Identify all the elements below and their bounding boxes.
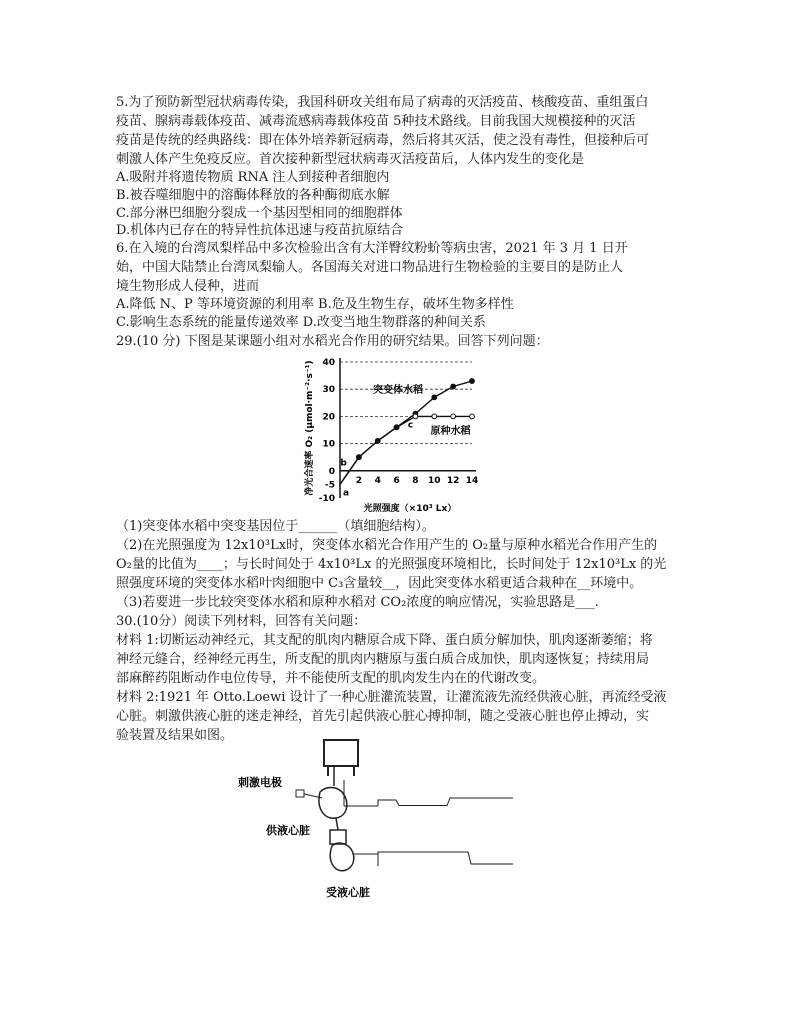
series-0-point-6 [432,395,437,400]
perfusion-reservoir [324,740,358,766]
q30-material-1-line-3: 部麻醉药阻断动作电位传导，并不能使所支配的肌肉发生内在的代谢改变。 [116,671,546,686]
donor-heart [319,788,347,819]
series-1-point-8 [470,414,475,419]
x-tick-label-6: 12 [446,475,460,486]
q30-header: 30.(10分）阅读下列材料，回答有关问题： [116,614,367,629]
x-tick-label-7: 14 [465,475,479,486]
series-1-point-5 [413,414,418,419]
point-label-b: b [340,458,347,469]
y-tick-label-3: 10 [322,439,335,450]
y-tick-label-5: 30 [322,385,335,396]
series-1-point-2 [356,455,361,460]
series-1-point-6 [432,414,437,419]
q29-sub-3: （3)若要进一步比较突变体水稻和原种水稻对 CO₂浓度的响应情况，实验思路是___. [116,595,599,610]
q5-line-2: 疫苗、腺病毒载体疫苗、减毒流感病毒载体疫苗 5种技术路线。目前我国大规模接种的灭活 [116,114,636,129]
x-tick-label-5: 10 [428,475,441,486]
plot-area [319,358,479,504]
q29-sub-2-cont-1: O₂量的比值为____；与长时间处于 4x10³Lx 的光照强度环境相比，长时间处于 12x10³Lx 的光 [116,557,667,572]
series-1-point-4 [394,425,399,430]
q29-sub-1: （1)突变体水稻中突变基因位于______（填细胞结构）。 [116,519,435,534]
heart-perfusion-figure [238,736,538,904]
q30-material-2-line-3: 验装置及结果如图。 [116,728,234,743]
q29-header: 29.(10 分) 下图是某课题小组对水稻光合作用的研究结果。回答下列问题： [116,334,549,349]
q5-option-d: D.机体内已存在的特异性抗体迅速与疫苗抗原结合 [116,223,404,238]
x-tick-label-3: 6 [393,475,400,486]
y-tick-label-6: 40 [322,358,335,368]
recipient-heart [330,843,354,871]
recipient-heart-label: 受液心脏 [326,886,370,899]
y-tick-label-2: 0 [328,466,335,477]
x-tick-label-2: 4 [374,475,381,486]
donor-heart-trace [378,798,513,806]
x-axis-label: 光照强度（×10³ Lx） [363,504,457,514]
y-tick-label-1: -5 [325,480,335,491]
fluid-chamber [330,830,346,844]
electrode-icon [296,790,304,797]
donor-heart-label: 供液心脏 [266,824,310,837]
point-label-c: c [407,420,414,431]
electrode-label: 刺激电极 [238,776,282,789]
q6-option-cd: C.影响生态系统的能量传递效率 D.改变当地生物群落的种间关系 [116,315,486,330]
point-label-a: a [343,488,350,499]
q29-sub-2-cont-2: 照强度环境的突变体水稻叶肉细胞中 C₃含量较__，因此突变体水稻更适合栽种在__环境中。 [116,576,643,591]
q5-option-a: A.吸附并将遗传物质 RNA 注人到接种者细胞内 [116,170,390,185]
y-axis-label: 净光合速率 O₂ (μmol·m⁻²·s⁻¹) [305,360,315,496]
q5-option-c: C.部分淋巴细胞分裂成一个基因型相同的细胞群体 [116,206,403,221]
x-tick-label-4: 8 [412,475,419,486]
series-label-wild-type: 原种水稻 [430,426,471,437]
q5-line-1: 5.为了预防新型冠状病毒传染，我国科研攻关组布局了病毒的灭活疫苗、核酸疫苗、重组蛋白 [116,95,649,110]
y-tick-label-0: -10 [318,494,335,504]
series-0-point-7 [451,384,456,389]
series-1-point-7 [451,414,456,419]
photosynthesis-chart [300,350,510,520]
recipient-heart-trace [378,852,513,866]
q29-sub-2: （2)在光照强度为 12x10³Lx时，突变体水稻光合作用产生的 O₂量与原种水稻光合作用产生的 [116,538,658,553]
q30-material-2-line-1: 材料 2:1921 年 Otto.Loewi 设计了一种心脏灌流装置，让灌流液先流经供液心脏，再流经受液 [116,690,667,705]
q6-line-3: 境生物形成人侵种，进而 [116,279,260,294]
q5-option-b: B.被吞噬细胞中的溶酶体释放的各种酶彻底水解 [116,188,390,203]
series-label-mutant: 突变体水稻 [373,385,423,397]
q30-material-1-line-2: 神经元缝合，经神经元再生，所支配的肌肉内糖原与蛋白质合成加快，肌肉逐恢复；持续用局 [116,652,650,667]
q30-material-2-line-2: 心脏。刺激供液心脏的迷走神经，首先引起供液心脏心搏抑制，随之受液心脏也停止搏动，实 [116,709,650,724]
q5-line-4: 刺激人体产生免疫反应。首次接种新型冠状病毒灭活疫苗后，人体内发生的变化是 [116,152,585,167]
series-0-point-8 [470,379,475,384]
q30-material-1-line-1: 材料 1:切断运动神经元，其支配的肌肉内糖原合成下降、蛋白质分解加快，肌肉逐渐萎缩；将 [116,633,653,648]
x-tick-label-1: 2 [355,475,362,486]
y-tick-label-4: 20 [322,412,335,423]
q6-option-ab: A.降低 N、P 等环境资源的利用率 B.危及生物生存，破坏生物多样性 [116,297,514,312]
q6-line-2: 始，中国大陆禁止台湾凤梨输人。各国海关对进口物品进行生物检验的主要目的是防止人 [116,260,624,275]
series-1-point-3 [375,438,380,443]
q5-line-3: 疫苗是传统的经典路线：即在体外培养新冠病毒，然后将其灭活，使之没有毒性，但接种后可 [116,133,650,148]
q6-line-1: 6.在入境的台湾凤梨样品中多次检验出含有大洋臀纹粉蚧等病虫害，2021 年 3 月 1 日开 [116,241,628,256]
